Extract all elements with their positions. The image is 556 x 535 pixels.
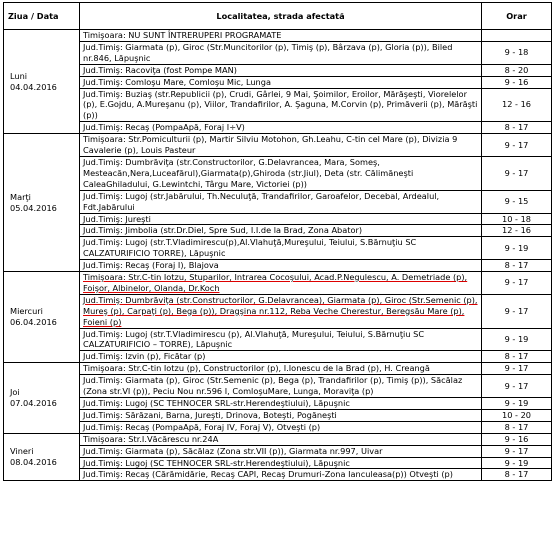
location-cell: Timişoara: Str.Pomiculturii (p), Martir Silviu Motohon, Gh.Leahu, C-tin cel Mare (p), Divizia 9 Cavalerie (p), Louis Pasteur xyxy=(80,134,482,157)
table-row xyxy=(4,457,552,469)
table-row xyxy=(4,41,552,64)
table-row xyxy=(4,76,552,88)
day-cell xyxy=(4,363,80,433)
location-cell: Jud.Timiş: Recaş (Cărămidărie, Recaş CAPI, Recaş Drumuri-Zona Ianculeasa(p)) Otveşti (p) xyxy=(80,469,482,481)
hours-cell: 12 - 16 xyxy=(482,225,552,237)
hours-cell: 10 - 18 xyxy=(482,213,552,225)
hours-cell: 9 - 19 xyxy=(482,457,552,469)
location-cell: Timişoara: Str.C-tin Iotzu (p), Constructorilor (p), I.Ionescu de la Brad (p), H. Creangă xyxy=(80,363,482,375)
hours-cell: 8 - 17 xyxy=(482,469,552,481)
table-row xyxy=(4,363,552,375)
table-row xyxy=(4,190,552,213)
location-cell: Jud.Timiş: Sărăzani, Barna, Jureşti, Drinova, Boteşti, Pogăneşti xyxy=(80,409,482,421)
hours-cell: 10 - 20 xyxy=(482,409,552,421)
location-cell: Jud.Timiş: Giarmata (p), Giroc (Str.Semenic (p), Bega (p), Trandafirilor (p), Timiş (p)), Săcălaz (Zona str.VI (p)), Peciu Nou nr.596 I, ComloşuMare, Lunga, Moraviţa (p) xyxy=(80,375,482,398)
location-cell: Jud.Timiş: Lugoj (str.Jabărului, Th.Neculuţă, Trandafirilor, Garoafelor, Decebal, Ardealul, Fdt.Jabărului xyxy=(80,190,482,213)
table-row xyxy=(4,260,552,272)
table-row xyxy=(4,156,552,190)
table-row xyxy=(4,294,552,328)
header-location: Localitatea, strada afectată xyxy=(80,3,482,30)
location-cell: Jud.Timiş: Dumbrăviţa (str.Constructorilor, G.Delavrancea, Mara, Someş, Mesteacăn,Nera,Luceafărul),Giarmata(p),Ghiroda (str.Jiul), Deta (str. Călimăneşti CaleaGhiladului, G.Lewintchi, Târgu Mare, Victoriei (p)) xyxy=(80,156,482,190)
hours-cell: 8 - 20 xyxy=(482,64,552,76)
day-name: Luni xyxy=(10,70,28,81)
location-cell: Jud.Timiş: Comloşu Mare, Comloşu Mic, Lunga xyxy=(80,76,482,88)
table-row xyxy=(4,237,552,260)
hours-cell: 9 - 19 xyxy=(482,237,552,260)
day-date: 05.04.2016 xyxy=(10,202,57,213)
hours-cell: 9 - 17 xyxy=(482,445,552,457)
hours-cell: 9 - 16 xyxy=(482,76,552,88)
hours-cell: 9 - 17 xyxy=(482,134,552,157)
table-row xyxy=(4,272,552,295)
hours-cell: 9 - 17 xyxy=(482,294,552,328)
location-cell: Jud.Timiş: Giarmata (p), Săcălaz (Zona str.VII (p)), Giarmata nr.997, Uivar xyxy=(80,445,482,457)
location-cell: Jud.Timiş: Lugoj (SC TEHNOCER SRL-str.Herendeştiului), Lăpuşnic xyxy=(80,457,482,469)
location-cell: Jud.Timiş: Izvin (p), Ficătar (p) xyxy=(80,351,482,363)
table-row xyxy=(4,375,552,398)
table-row xyxy=(4,445,552,457)
hours-cell: 9 - 17 xyxy=(482,272,552,295)
hours-cell: 8 - 17 xyxy=(482,260,552,272)
header-row xyxy=(4,3,552,30)
location-cell: Jud.Timiş: Racoviţa (fost Pompe MAN) xyxy=(80,64,482,76)
day-date: 07.04.2016 xyxy=(10,398,57,408)
hours-cell: 9 - 19 xyxy=(482,328,552,351)
location-cell: Jud.Timiş: Lugoj (str.T.Vladimirescu(p),Al.Vlahuţă,Mureşului, Teiului, S.Bărnuţiu SC CALZATURIFICIO TORRE), Lăpuşnic xyxy=(80,237,482,260)
table-row xyxy=(4,122,552,134)
hours-cell: 9 - 17 xyxy=(482,156,552,190)
location-cell: Jud.Timiş: Recaş (PompaApă, Foraj IV, Foraj V), Otveşti (p) xyxy=(80,421,482,433)
location-cell: Jud.Timiş: Recaş (Foraj I), Blajova xyxy=(80,260,482,272)
day-name: Miercuri xyxy=(10,306,43,317)
hours-cell: 9 - 18 xyxy=(482,41,552,64)
table-row xyxy=(4,30,552,42)
table-row xyxy=(4,328,552,351)
table-row xyxy=(4,409,552,421)
hours-cell: 9 - 19 xyxy=(482,398,552,410)
location-cell: Timişoara: NU SUNT ÎNTRERUPERI PROGRAMATE xyxy=(80,30,482,42)
location-cell: Jud.Timiş: Giarmata (p), Giroc (Str.Muncitorilor (p), Timiş (p), Bârzava (p), Gloria (p)), Biled nr.846, Lăpuşnic xyxy=(80,41,482,64)
table-row xyxy=(4,469,552,481)
hours-cell: 9 - 17 xyxy=(482,363,552,375)
header-day-date: Ziua / Data xyxy=(4,3,80,30)
table-row xyxy=(4,398,552,410)
header-hours: Orar xyxy=(482,3,552,30)
location-cell: Timişoara: Str.C-tin Iotzu, Stuparilor, Intrarea Cocoşului, Acad.P.Negulescu, A. Demetriade (p), Foişor, Albinelor, Olanda, Dr.Koch xyxy=(80,272,482,295)
table-row xyxy=(4,88,552,122)
day-date: 06.04.2016 xyxy=(10,317,57,328)
table-row xyxy=(4,421,552,433)
table-row xyxy=(4,64,552,76)
location-cell: Jud.Timiş: Jimbolia (str.Dr.Diel, Spre Sud, I.I.de la Brad, Zona Abator) xyxy=(80,225,482,237)
hours-cell: 8 - 17 xyxy=(482,351,552,363)
table-row xyxy=(4,134,552,157)
day-cell xyxy=(4,134,80,272)
location-cell: Jud.Timiş: Jureşti xyxy=(80,213,482,225)
day-date: 08.04.2016 xyxy=(10,457,57,468)
location-cell: Jud.Timiş: Recaş (PompaApă, Foraj I÷V) xyxy=(80,122,482,134)
table-row xyxy=(4,213,552,225)
day-cell xyxy=(4,433,80,481)
hours-cell: 9 - 17 xyxy=(482,375,552,398)
location-cell: Jud.Timiş: Lugoj (str.T.Vladimirescu (p), Al.Vlahuţă, Mureşului, Teiului, S.Bărnuţiu SC CALZATURIFICIO – TORRE), Lăpuşnic xyxy=(80,328,482,351)
outage-schedule-table xyxy=(3,2,552,481)
hours-cell: 9 - 16 xyxy=(482,433,552,445)
hours-cell: 8 - 17 xyxy=(482,421,552,433)
day-name: Joi xyxy=(10,387,20,398)
hours-cell: 8 - 17 xyxy=(482,122,552,134)
table-row xyxy=(4,351,552,363)
day-date: 04.04.2016 xyxy=(10,81,57,92)
table-row xyxy=(4,433,552,445)
table-body xyxy=(4,30,552,481)
day-name: Marţi xyxy=(10,191,31,202)
hours-cell xyxy=(482,30,552,42)
table-row xyxy=(4,225,552,237)
day-cell xyxy=(4,272,80,363)
location-cell: Jud.Timiş: Dumbrăviţa (str.Constructorilor, G.Delavrancea), Giarmata (p), Giroc (Str.Semenic (p), Mureş (p), Carpaţi (p), Bega (p)), Dragşina nr.112, Reba Veche Cherestur, Beregsău Mare (p), Foieni (p) xyxy=(80,294,482,328)
hours-cell: 12 - 16 xyxy=(482,88,552,122)
location-cell: Timişoara: Str.I.Văcărescu nr.24A xyxy=(80,433,482,445)
location-cell: Jud.Timiş: Buziaş (str.Republicii (p), Crudi, Gârlei, 9 Mai, Şoimilor, Eroilor, Mărăşeşti, Viorelelor (p), E.Gojdu, A.Mureşanu (p), Viilor, Trandafirilor, A. Şaguna, M.Corvin (p), Primăverii (p), Mărăşti (p)) xyxy=(80,88,482,122)
day-cell xyxy=(4,30,80,134)
hours-cell: 9 - 15 xyxy=(482,190,552,213)
day-name: Vineri xyxy=(10,446,34,457)
location-cell: Jud.Timiş: Lugoj (SC TEHNOCER SRL-str.Herendeştiului), Lăpuşnic xyxy=(80,398,482,410)
